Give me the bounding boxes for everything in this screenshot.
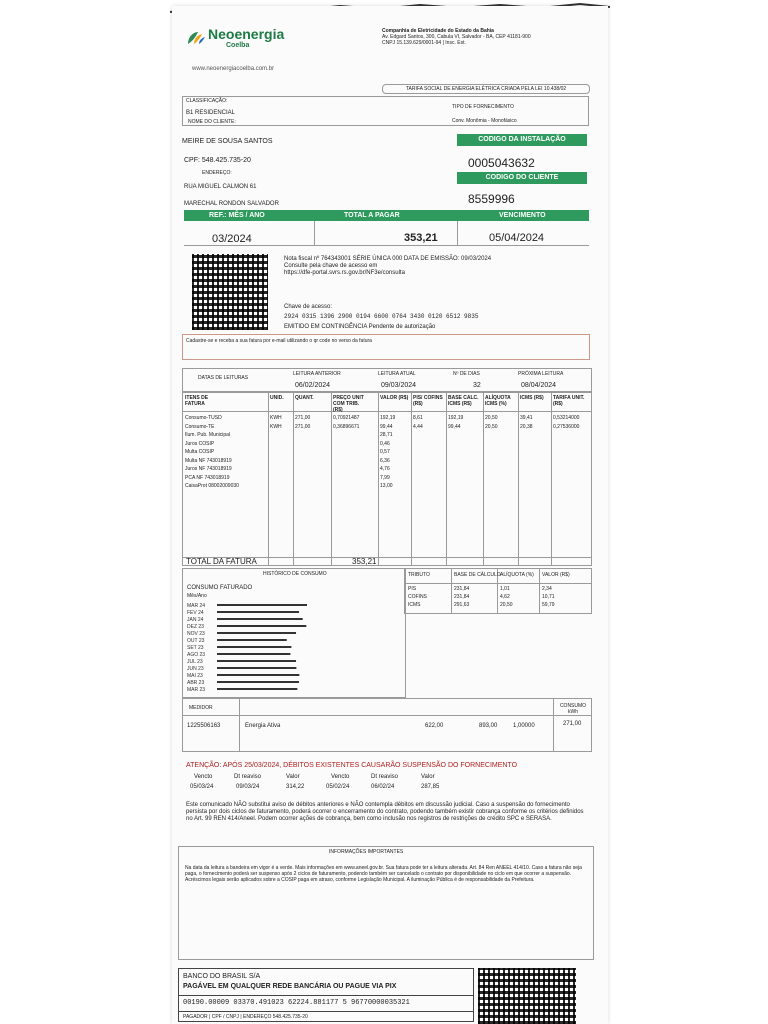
history-bar xyxy=(217,632,296,634)
install-code-value: 0005043632 xyxy=(468,156,535,170)
debt-h-notice-2: Dt reaviso xyxy=(371,774,399,780)
debt-notice-2: 06/02/24 xyxy=(371,784,395,790)
pay-instruction: PAGÁVEL EM QUALQUER REDE BANCÁRIA OU PAGUE VIA PIX xyxy=(183,983,397,990)
nfe-info xyxy=(284,256,584,277)
items-header-cell: UNID. xyxy=(270,395,284,401)
key-label: Chave de acesso: xyxy=(284,304,333,310)
email-notice: Cadastre-se e receba a sua fatura por e-mail utilizando o qr code no verso da fatura xyxy=(182,334,590,360)
supply-label: TIPO DE FORNECIMENTO xyxy=(452,104,514,110)
contingency-note: EMITIDO EM CONTINGÊNCIA Pendente de autorização xyxy=(284,324,436,330)
due-label: VENCIMENTO xyxy=(499,212,546,219)
history-bar xyxy=(217,639,287,641)
history-month-label: SET 23 xyxy=(187,645,204,651)
tributes-header-cell: VALOR (R$) xyxy=(542,572,570,578)
disclaimer: Este comunicado NÃO substitui aviso de débitos anteriores e NÃO contempla débitos em discussão judicial. Caso a suspensão do fornecimento persista por dois ciclos de faturamento, poderá ocorrer o encerramento do contrato, podendo também existir cobrança conforme os critérios definidos no Art. 99 REN 414/Aneel. Podem ocorrer ações de cobrança, bem como inclusão nos registros de restrições de crédito SPC e SERASA. xyxy=(186,802,584,822)
client-code-value: 8559996 xyxy=(468,192,515,206)
pix-qr-code[interactable] xyxy=(478,968,576,1024)
client-code-label: CODIGO DO CLIENTE xyxy=(457,172,587,184)
history-month-label: MAR 24 xyxy=(187,603,206,609)
tributes-cell-aliq: 4,62 xyxy=(500,594,510,600)
tributes-cell-name: ICMS xyxy=(408,602,421,608)
items-header-cell: PIS/ COFINS (R$) xyxy=(413,395,443,407)
nfe-line3[interactable]: https://dfe-portal.svrs.rs.gov.br/NF3e/consulta xyxy=(284,270,405,276)
summary-header xyxy=(184,210,589,221)
reading-current: 09/03/2024 xyxy=(381,382,417,389)
tributes-cell-value: 2,34 xyxy=(542,586,552,592)
payment-slip xyxy=(178,968,474,1022)
items-cell-icms: 39,41 xyxy=(520,415,533,421)
history-month-label: JUN 23 xyxy=(187,666,204,672)
tributes-cell-aliq: 1,01 xyxy=(500,586,510,592)
history-bar xyxy=(217,667,296,669)
items-cell-name: Multa COSIP xyxy=(185,449,215,455)
history-month-label: MAI 23 xyxy=(187,673,203,679)
history-month-label: JAN 24 xyxy=(187,617,204,623)
readings-header-0: DATAS DE LEITURAS xyxy=(198,375,249,381)
address-line2: MARECHAL RONDON SALVADOR xyxy=(184,201,279,207)
items-cell-base: 192,19 xyxy=(448,415,464,421)
debt-h-notice-1: Dt reaviso xyxy=(234,774,262,780)
address-line1: RUA MIGUEL CALMON 61 xyxy=(184,184,257,190)
ref-label: REF.: MÊS / ANO xyxy=(209,212,265,219)
items-cell-tariff: 0,53214000 xyxy=(553,415,580,421)
history-col-label: Mês/Ano xyxy=(187,593,207,599)
invoice-page xyxy=(172,6,608,1024)
items-cell-qty: 271,00 xyxy=(295,415,311,421)
items-cell-name: Consumo-TUSD xyxy=(185,415,222,421)
items-cell-name: CaisaProt 08002009030 xyxy=(185,483,239,489)
items-cell-pis: 4,44 xyxy=(413,423,423,430)
reading-days: 32 xyxy=(473,382,481,389)
debt-value-1: 314,22 xyxy=(286,784,305,790)
summary-values xyxy=(184,221,589,246)
readings-table xyxy=(182,368,592,392)
meter-type: Energia Ativa xyxy=(245,723,281,729)
items-header-cell: VALOR (R$) xyxy=(380,395,409,401)
history-bar xyxy=(217,646,291,648)
items-cell-qty: 271,00 xyxy=(295,423,311,430)
neoenergia-leaf-icon xyxy=(186,30,206,46)
total-invoice-value: 353,21 xyxy=(352,557,377,566)
items-cell-price: 0,36896671 xyxy=(333,423,360,430)
info-title: INFORMAÇÕES IMPORTANTES xyxy=(329,849,404,855)
items-cell-aliq: 20,50 xyxy=(485,423,498,430)
tributes-cell-value: 10,71 xyxy=(542,594,555,600)
tariff-note: TARIFA SOCIAL DE ENERGIA ELÉTRICA CRIADA PELA LEI 10.438/02 xyxy=(382,84,590,94)
tributes-table xyxy=(404,568,592,614)
brand-name: Neoenergia xyxy=(208,26,285,42)
ref-value: 03/2024 xyxy=(212,233,252,245)
items-header-cell: TARIFA UNIT. (R$) xyxy=(553,395,585,407)
info-text: Na data da leitura a bandeira em vigor é a verde. Mais informações em www.aneel.gov.br. Sua fatura pode ter a leitura alterada. Art. 84 Ren ANEEL 414/10. Caso a fatura não seja paga, o fornecimento poderá ser suspenso após 2 ciclos de faturamento, podendo também ser cancelado o contrato por disponibilidade no ciclo em que ocorrer a suspensão. Acréscimos legais serão aplicados sobre a COSIP paga em atraso, conforme Legislação Municipal. A iluminação Pública é de responsabilidade da Prefeitura. xyxy=(185,865,582,883)
history-month-label: OUT 23 xyxy=(187,638,205,644)
sub-brand: Coelba xyxy=(226,42,250,49)
reading-previous: 06/02/2024 xyxy=(295,382,331,389)
debt-h-value-1: Valor xyxy=(286,774,300,780)
items-cell-value: 7,99 xyxy=(380,474,390,481)
items-cell-name: Ilum. Pub. Municipal xyxy=(185,432,231,438)
bank-name: BANCO DO BRASIL S/A xyxy=(183,973,261,980)
tributes-header-cell: BASE DE CÁLCULO xyxy=(454,572,501,578)
barcode-line[interactable]: 00190.00009 03370.491023 62224.881177 5 96770000035321 xyxy=(183,999,410,1007)
company-cnpj: CNPJ 15.139.629/0001-94 | Insc. Est. xyxy=(382,40,466,46)
readings-header-2: LEITURA ATUAL xyxy=(378,371,416,377)
meter-header-0: MEDIDOR xyxy=(189,705,213,711)
meter-curr: 893,00 xyxy=(479,723,498,729)
history-bar xyxy=(217,681,299,683)
items-table xyxy=(182,392,592,566)
debt-notice-1: 09/03/24 xyxy=(236,784,260,790)
history-month-label: DEZ 23 xyxy=(187,624,204,630)
classification-box xyxy=(182,96,589,126)
payer-line: PAGADOR | CPF / CNPJ | ENDEREÇO 548.425.735-20 xyxy=(183,1014,308,1020)
meter-factor: 1,00000 xyxy=(513,723,535,729)
company-block xyxy=(382,28,582,46)
meter-table xyxy=(182,698,592,752)
readings-header-3: Nº DE DIAS xyxy=(453,371,480,377)
tributes-header-cell: ALÍQUOTA (%) xyxy=(500,572,534,578)
info-box xyxy=(178,846,594,960)
items-cell-base: 99,44 xyxy=(448,423,461,430)
history-chart xyxy=(183,599,405,697)
history-month-label: FEV 24 xyxy=(187,610,204,616)
history-month-label: ABR 23 xyxy=(187,680,205,686)
items-cell-name: PCA NF 743018919 xyxy=(185,474,230,481)
items-cell-price: 0,70921487 xyxy=(333,415,360,421)
items-cell-name: Juros COSIP xyxy=(185,440,215,447)
class-label: CLASSIFICAÇÃO: xyxy=(186,98,228,104)
due-value: 05/04/2024 xyxy=(489,232,545,244)
tributes-cell-name: PIS xyxy=(408,586,417,592)
debt-due-2: 05/02/24 xyxy=(326,784,350,790)
items-header-cell: BASE CALC. ICMS (R$) xyxy=(448,395,479,407)
items-cell-aliq: 20,50 xyxy=(485,415,498,421)
install-code-label: CODIGO DA INSTALAÇÃO xyxy=(457,134,587,146)
items-header-cell: ITENS DE FATURA xyxy=(185,395,209,407)
nfe-line2: Consulte pela chave de acesso em xyxy=(284,263,378,269)
history-bar xyxy=(217,674,299,676)
debt-h-due-1: Vencto xyxy=(194,774,213,780)
history-title: HISTÓRICO DE CONSUMO xyxy=(263,571,327,577)
items-cell-name: Juros NF 743018919 xyxy=(185,466,232,472)
history-month-label: JUL 23 xyxy=(187,659,203,665)
history-bar xyxy=(217,653,290,655)
items-header-cell: ICMS (R$) xyxy=(520,395,544,401)
tributes-cell-name: COFINS xyxy=(408,594,427,600)
debt-value-2: 287,85 xyxy=(421,784,440,790)
company-address: Av. Edgard Santos, 300, Cabula VI, Salvador - BA, CEP 41181-900 xyxy=(382,34,531,40)
items-header-cell: QUANT. xyxy=(295,395,314,401)
nfe-qr-code[interactable] xyxy=(192,254,268,330)
readings-header-4: PRÓXIMA LEITURA xyxy=(518,371,564,377)
history-bar xyxy=(217,660,296,662)
total-invoice-label: TOTAL DA FATURA xyxy=(186,557,257,566)
meter-header-1: CONSUMO kWh xyxy=(559,703,587,715)
debt-h-due-2: Vencto xyxy=(331,774,350,780)
items-cell-unit: KWH xyxy=(270,423,282,430)
items-header-cell: PREÇO UNIT COM TRIB. (R$) xyxy=(333,395,364,413)
total-value: 353,21 xyxy=(404,232,438,244)
items-cell-value: 0,46 xyxy=(380,440,390,447)
customer-cpf: CPF: 548.425.735-20 xyxy=(184,157,251,164)
nfe-line1: Nota fiscal nº 764343001 SÉRIE ÚNICA 000 DATA DE EMISSÃO: 09/03/2024 xyxy=(284,256,492,262)
tributes-cell-aliq: 20,50 xyxy=(500,602,513,608)
readings-header-1: LEITURA ANTERIOR xyxy=(293,371,341,377)
tributes-header-cell: TRIBUTO xyxy=(408,572,430,578)
history-bar xyxy=(217,604,307,606)
customer-name: MEIRE DE SOUSA SANTOS xyxy=(182,138,273,145)
tributes-cell-value: 59,79 xyxy=(542,602,555,608)
items-cell-name: Consumo-TE xyxy=(185,423,215,430)
items-header-cell: ALÍQUOTA ICMS (%) xyxy=(485,395,511,407)
tributes-cell-base: 231,84 xyxy=(454,594,470,600)
history-bar xyxy=(217,625,306,627)
items-cell-unit: KWH xyxy=(270,415,282,421)
address-label: ENDEREÇO: xyxy=(202,170,232,176)
items-cell-tariff: 0,27536000 xyxy=(553,423,580,430)
history-month-label: NOV 23 xyxy=(187,631,205,637)
history-panel xyxy=(182,568,406,698)
key-value: 2924 0315 1396 2900 0194 6600 0764 3430 0120 6512 9835 xyxy=(284,313,479,320)
reading-next: 08/04/2024 xyxy=(521,382,557,389)
debt-due-1: 05/03/24 xyxy=(190,784,214,790)
history-month-label: AGO 23 xyxy=(187,652,206,658)
items-cell-icms: 20,38 xyxy=(520,423,533,430)
history-bar xyxy=(217,688,297,690)
items-cell-value: 28,71 xyxy=(380,432,393,438)
debt-h-value-2: Valor xyxy=(421,774,435,780)
meter-id: 1225506163 xyxy=(187,723,221,729)
items-cell-value: 0,57 xyxy=(380,449,390,455)
tributes-cell-base: 231,84 xyxy=(454,586,470,592)
debts-title: ATENÇÃO: APÓS 25/03/2024, DÉBITOS EXISTENTES CAUSARÃO SUSPENSÃO DO FORNECIMENTO xyxy=(186,762,518,769)
class-value: B1 RESIDENCIAL xyxy=(186,110,236,116)
meter-consumption: 271,00 xyxy=(563,721,582,727)
supply-value: Conv. Monômia - Monofásico xyxy=(452,118,517,124)
items-cell-pis: 8,61 xyxy=(413,415,423,421)
meter-prev: 622,00 xyxy=(425,723,444,729)
website[interactable]: www.neoenergiacoelba.com.br xyxy=(192,66,275,72)
items-cell-value: 6,36 xyxy=(380,457,390,464)
history-subtitle: CONSUMO FATURADO xyxy=(187,585,253,591)
items-cell-value: 192,19 xyxy=(380,415,396,421)
history-bar xyxy=(217,611,299,613)
total-label: TOTAL A PAGAR xyxy=(344,212,400,219)
history-month-label: MAR 23 xyxy=(187,687,206,693)
items-cell-value: 13,00 xyxy=(380,483,393,489)
items-cell-value: 4,76 xyxy=(380,466,390,472)
company-name: Companhia de Eletricidade do Estado da Bahia xyxy=(382,28,494,34)
tributes-cell-base: 291,63 xyxy=(454,602,470,608)
history-bar xyxy=(217,618,303,620)
name-label: NOME DO CLIENTE: xyxy=(188,119,236,125)
items-cell-name: Multa NF 743018919 xyxy=(185,457,232,464)
items-cell-value: 99,44 xyxy=(380,423,393,430)
